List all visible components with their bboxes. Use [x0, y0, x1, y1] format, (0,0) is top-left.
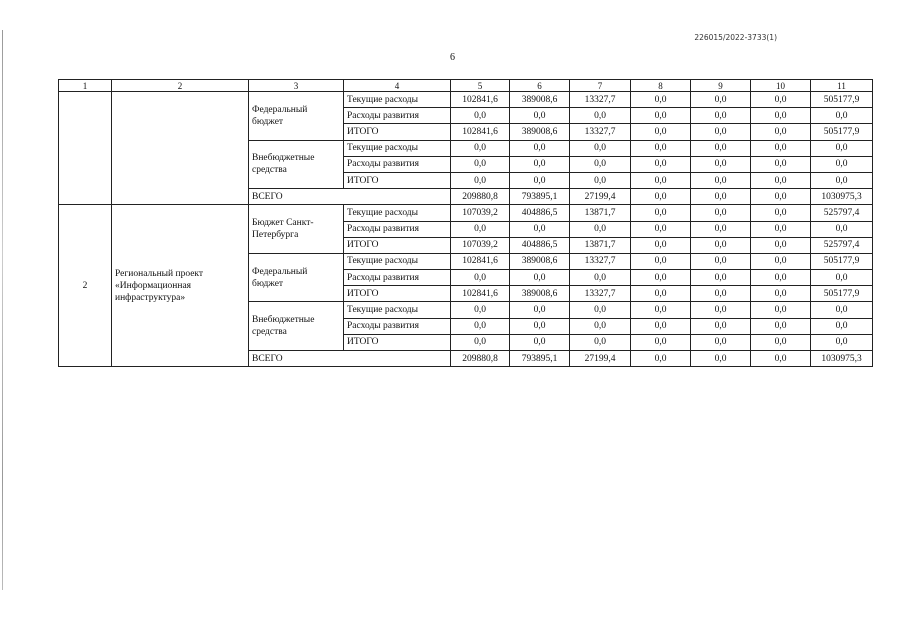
row-number-cell: 2	[59, 205, 112, 367]
expense-type-label: ИТОГО	[344, 124, 451, 140]
value-cell: 389008,6	[510, 124, 570, 140]
value-cell: 0,0	[570, 270, 631, 286]
value-cell: 404886,5	[510, 205, 570, 221]
value-cell: 107039,2	[451, 205, 510, 221]
value-cell: 0,0	[451, 302, 510, 318]
value-cell: 209880,8	[451, 351, 510, 367]
value-cell: 0,0	[451, 108, 510, 124]
value-cell: 389008,6	[510, 253, 570, 269]
expense-type-label: Расходы развития	[344, 221, 451, 237]
financing-table	[58, 79, 873, 367]
value-cell: 0,0	[751, 237, 811, 253]
column-number-row	[59, 80, 873, 92]
project-name-cell	[112, 92, 249, 205]
column-number-cell: 2	[112, 80, 249, 92]
value-cell: 27199,4	[570, 189, 631, 205]
budget-source-label: Внебюджетные средства	[249, 140, 344, 189]
expense-type-label: ИТОГО	[344, 237, 451, 253]
value-cell: 0,0	[751, 189, 811, 205]
value-cell: 505177,9	[811, 286, 873, 302]
value-cell: 0,0	[631, 189, 691, 205]
column-number-cell: 4	[344, 80, 451, 92]
value-cell: 0,0	[751, 318, 811, 334]
column-number-cell: 1	[59, 80, 112, 92]
value-cell: 0,0	[631, 221, 691, 237]
value-cell: 0,0	[751, 108, 811, 124]
value-cell: 0,0	[751, 302, 811, 318]
value-cell: 0,0	[570, 221, 631, 237]
column-number-cell: 10	[751, 80, 811, 92]
value-cell: 13327,7	[570, 92, 631, 108]
column-number-cell: 3	[249, 80, 344, 92]
expense-type-label: Расходы развития	[344, 108, 451, 124]
value-cell: 0,0	[631, 302, 691, 318]
value-cell: 0,0	[691, 92, 751, 108]
value-cell: 13327,7	[570, 286, 631, 302]
value-cell: 0,0	[811, 334, 873, 350]
value-cell: 0,0	[631, 124, 691, 140]
value-cell: 0,0	[811, 172, 873, 188]
value-cell: 0,0	[811, 318, 873, 334]
expense-type-label: ИТОГО	[344, 334, 451, 350]
value-cell: 0,0	[691, 172, 751, 188]
value-cell: 0,0	[691, 189, 751, 205]
value-cell: 0,0	[751, 334, 811, 350]
value-cell: 525797,4	[811, 237, 873, 253]
value-cell: 0,0	[751, 140, 811, 156]
value-cell: 0,0	[811, 302, 873, 318]
value-cell: 0,0	[751, 172, 811, 188]
value-cell: 0,0	[691, 318, 751, 334]
value-cell: 0,0	[751, 253, 811, 269]
value-cell: 0,0	[570, 108, 631, 124]
value-cell: 0,0	[691, 140, 751, 156]
value-cell: 0,0	[451, 318, 510, 334]
value-cell: 0,0	[631, 172, 691, 188]
value-cell: 0,0	[631, 318, 691, 334]
value-cell: 0,0	[751, 286, 811, 302]
value-cell: 0,0	[570, 140, 631, 156]
value-cell: 793895,1	[510, 351, 570, 367]
expense-type-label: Расходы развития	[344, 318, 451, 334]
budget-source-label: Внебюджетные средства	[249, 302, 344, 351]
value-cell: 0,0	[570, 172, 631, 188]
expense-type-label: Расходы развития	[344, 156, 451, 172]
expense-type-label: ИТОГО	[344, 172, 451, 188]
value-cell: 0,0	[570, 334, 631, 350]
value-cell: 102841,6	[451, 124, 510, 140]
value-cell: 0,0	[691, 334, 751, 350]
value-cell: 0,0	[570, 302, 631, 318]
value-cell: 107039,2	[451, 237, 510, 253]
value-cell: 0,0	[691, 270, 751, 286]
scan-edge-line	[2, 30, 3, 590]
budget-source-label: Бюджет Санкт-Петербурга	[249, 205, 344, 254]
value-cell: 505177,9	[811, 124, 873, 140]
value-cell: 13871,7	[570, 237, 631, 253]
value-cell: 0,0	[811, 156, 873, 172]
value-cell: 0,0	[451, 156, 510, 172]
value-cell: 793895,1	[510, 189, 570, 205]
total-label: ВСЕГО	[249, 351, 451, 367]
value-cell: 0,0	[570, 156, 631, 172]
expense-type-label: Текущие расходы	[344, 92, 451, 108]
value-cell: 0,0	[451, 221, 510, 237]
value-cell: 404886,5	[510, 237, 570, 253]
value-cell: 0,0	[691, 302, 751, 318]
value-cell: 0,0	[510, 108, 570, 124]
value-cell: 0,0	[631, 108, 691, 124]
value-cell: 0,0	[811, 221, 873, 237]
value-cell: 0,0	[631, 286, 691, 302]
value-cell: 0,0	[631, 92, 691, 108]
value-cell: 0,0	[631, 334, 691, 350]
project-name-cell: Региональный проект «Информационная инфраструктура»	[112, 205, 249, 367]
table-row	[59, 92, 873, 108]
total-label: ВСЕГО	[249, 189, 451, 205]
value-cell: 0,0	[510, 334, 570, 350]
column-number-cell: 6	[510, 80, 570, 92]
column-number-cell: 5	[451, 80, 510, 92]
value-cell: 0,0	[451, 270, 510, 286]
value-cell: 0,0	[510, 172, 570, 188]
value-cell: 209880,8	[451, 189, 510, 205]
value-cell: 0,0	[751, 92, 811, 108]
value-cell: 0,0	[451, 334, 510, 350]
column-number-cell: 7	[570, 80, 631, 92]
value-cell: 0,0	[631, 351, 691, 367]
page-number: 6	[450, 52, 455, 63]
value-cell: 0,0	[631, 140, 691, 156]
value-cell: 0,0	[510, 318, 570, 334]
value-cell: 13871,7	[570, 205, 631, 221]
value-cell: 505177,9	[811, 92, 873, 108]
value-cell: 0,0	[631, 237, 691, 253]
value-cell: 0,0	[691, 253, 751, 269]
value-cell: 13327,7	[570, 124, 631, 140]
value-cell: 0,0	[510, 156, 570, 172]
value-cell: 0,0	[510, 140, 570, 156]
column-number-cell: 8	[631, 80, 691, 92]
value-cell: 102841,6	[451, 286, 510, 302]
value-cell: 0,0	[631, 156, 691, 172]
expense-type-label: ИТОГО	[344, 286, 451, 302]
value-cell: 389008,6	[510, 286, 570, 302]
value-cell: 389008,6	[510, 92, 570, 108]
expense-type-label: Текущие расходы	[344, 140, 451, 156]
column-number-cell: 9	[691, 80, 751, 92]
value-cell: 0,0	[691, 221, 751, 237]
column-number-cell: 11	[811, 80, 873, 92]
value-cell: 0,0	[691, 108, 751, 124]
value-cell: 27199,4	[570, 351, 631, 367]
document-number: 226015/2022-3733(1)	[694, 33, 777, 42]
expense-type-label: Текущие расходы	[344, 302, 451, 318]
value-cell: 0,0	[691, 351, 751, 367]
value-cell: 0,0	[751, 156, 811, 172]
value-cell: 525797,4	[811, 205, 873, 221]
row-number-cell	[59, 92, 112, 205]
value-cell: 0,0	[510, 302, 570, 318]
value-cell: 0,0	[510, 270, 570, 286]
value-cell: 0,0	[510, 221, 570, 237]
value-cell: 0,0	[811, 108, 873, 124]
value-cell: 0,0	[451, 140, 510, 156]
table-row	[59, 205, 873, 221]
value-cell: 13327,7	[570, 253, 631, 269]
value-cell: 0,0	[691, 205, 751, 221]
value-cell: 1030975,3	[811, 189, 873, 205]
value-cell: 0,0	[691, 124, 751, 140]
value-cell: 0,0	[751, 124, 811, 140]
value-cell: 0,0	[631, 270, 691, 286]
value-cell: 0,0	[570, 318, 631, 334]
value-cell: 102841,6	[451, 92, 510, 108]
value-cell: 0,0	[751, 205, 811, 221]
table-body	[59, 80, 873, 367]
value-cell: 505177,9	[811, 253, 873, 269]
budget-source-label: Федеральный бюджет	[249, 92, 344, 141]
value-cell: 0,0	[751, 270, 811, 286]
value-cell: 0,0	[631, 253, 691, 269]
value-cell: 0,0	[811, 140, 873, 156]
value-cell: 0,0	[751, 351, 811, 367]
value-cell: 0,0	[691, 237, 751, 253]
value-cell: 0,0	[751, 221, 811, 237]
expense-type-label: Расходы развития	[344, 270, 451, 286]
expense-type-label: Текущие расходы	[344, 205, 451, 221]
value-cell: 0,0	[691, 286, 751, 302]
value-cell: 0,0	[811, 270, 873, 286]
budget-source-label: Федеральный бюджет	[249, 253, 344, 302]
value-cell: 0,0	[631, 205, 691, 221]
value-cell: 1030975,3	[811, 351, 873, 367]
value-cell: 102841,6	[451, 253, 510, 269]
expense-type-label: Текущие расходы	[344, 253, 451, 269]
value-cell: 0,0	[451, 172, 510, 188]
value-cell: 0,0	[691, 156, 751, 172]
